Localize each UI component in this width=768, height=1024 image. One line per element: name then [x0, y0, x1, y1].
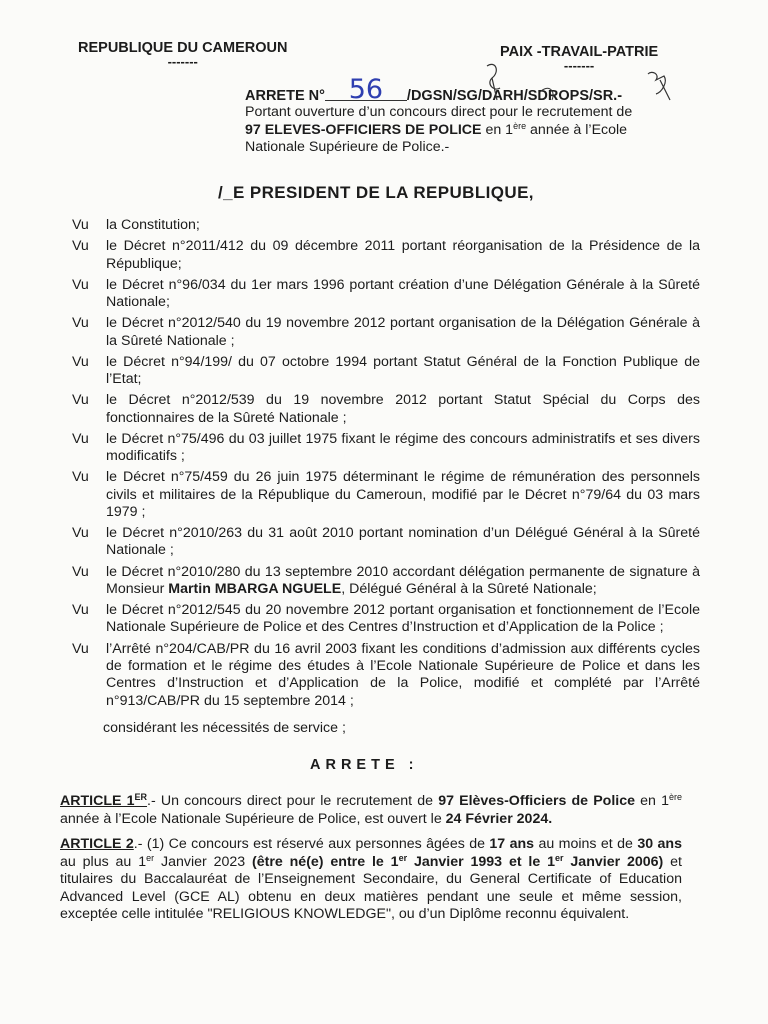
article-1-text-b: en 1: [635, 793, 669, 809]
birth-range-sup-b: er: [555, 852, 564, 863]
article-2-birth-range: [252, 854, 663, 870]
visa-label: Vu: [72, 392, 89, 409]
visa-text: le Décret n°2010/280 du 13 septembre 2010 accordant délégation permanente de signature à Monsieur Martin MBARGA NGUELE, Délégué Général à la Sûreté Nationale;: [106, 563, 700, 597]
delegate-name: Martin MBARGA NGUELE: [168, 580, 342, 597]
arrete-number: 56: [325, 80, 407, 101]
visa-label: Vu: [72, 430, 89, 447]
visa-item: [72, 469, 700, 521]
birth-range-a: (être né(e) entre le 1: [252, 853, 399, 870]
visa-item: [72, 431, 700, 466]
visa-label: Vu: [72, 315, 89, 332]
visa-text: le Décret n°75/496 du 03 juillet 1975 fixant le régime des concours administratifs et ses divers modificatifs ;: [106, 430, 700, 464]
country-header: [78, 40, 287, 68]
visa-text: le Décret n°2010/263 du 31 août 2010 portant nomination d’un Délégué Général à la Sûreté Nationale ;: [106, 525, 700, 559]
article-2-text-5: et titulaires du Baccalauréat de l’Enseignement Secondaire, du General Certificate of Education Advanced Level (GCE AL) obtenu en deux matières pendant une seule et même session, exceptée celle intitulée "RELIGIOUS KNOWLEDGE", ou d’un Diplôme reconnu équivalent.: [60, 853, 682, 922]
header-dashes-right: -------: [563, 58, 595, 73]
visa-item: [72, 392, 700, 427]
visa-label: Vu: [72, 525, 89, 541]
article-2-label: ARTICLE 2: [60, 836, 134, 852]
article-2-min-age: 17 ans: [489, 836, 535, 852]
visa-item: [72, 277, 700, 312]
visa-label: Vu: [72, 469, 89, 486]
visa-item: [72, 354, 700, 389]
article-2-text-3: au plus au 1: [60, 853, 147, 870]
visa-item: [72, 217, 700, 234]
arrete-ref: /DGSN/SG/DARH/SDROPS/SR.-: [406, 88, 623, 104]
birth-range-c: Janvier 2006): [563, 853, 664, 870]
article-1-sup: ère: [668, 792, 682, 802]
article-1-label: [60, 793, 147, 809]
arrete-title: ARRETE :: [310, 757, 419, 773]
article-2: [60, 836, 682, 924]
considerant: considérant les nécessités de service ;: [103, 720, 346, 736]
arrete-subtitle: [245, 104, 685, 157]
subtitle-text-2: année à l’Ecole: [526, 121, 628, 138]
visa-item: [72, 641, 700, 711]
article-2-sup-1: er: [146, 852, 155, 863]
birth-range-b: Janvier 1993 et le 1: [407, 853, 556, 870]
article-1-date: 24 Février 2024.: [445, 810, 553, 827]
subtitle-line-1: Portant ouverture d’un concours direct pour le recrutement de: [245, 104, 633, 120]
visa-text: le Décret n°2011/412 du 09 décembre 2011 portant réorganisation de la Présidence de la République;: [106, 238, 700, 272]
arrete-label: ARRETE N°: [245, 88, 325, 104]
birth-range-sup-a: er: [398, 852, 408, 863]
visa-label: Vu: [72, 563, 89, 580]
visa-label: Vu: [72, 238, 89, 255]
visa-label: Vu: [72, 353, 89, 370]
visa-item: [72, 602, 700, 637]
visas-list: [72, 217, 700, 714]
article-1: [60, 793, 682, 828]
article-2-text-2: au moins et de: [534, 836, 638, 852]
subtitle-sup: ère: [513, 120, 527, 131]
president-heading: /_E PRESIDENT DE LA REPUBLIQUE,: [218, 183, 534, 202]
visa-label: Vu: [72, 276, 89, 293]
visa-label: Vu: [72, 217, 89, 233]
visa-text: le Décret n°75/459 du 26 juin 1975 déterminant le régime de rémunération des personnels civils et militaires de la République du Cameroun, modifié par le Décret n°79/64 du 03 mars 1979 ;: [106, 469, 700, 520]
article-1-label-text: ARTICLE 1: [60, 793, 135, 809]
visa-text: le Décret n°96/034 du 1er mars 1996 portant création d’une Délégation Générale à la Sûreté Nationale;: [106, 276, 700, 310]
visa-item: [72, 525, 700, 560]
visa-item: [72, 564, 700, 599]
arrete-reference: [245, 74, 623, 105]
article-2-text-4: Janvier 2023: [154, 853, 253, 870]
motto: PAIX -TRAVAIL-PATRIE: [500, 44, 659, 60]
visa-text: le Décret n°94/199/ du 07 octobre 1994 portant Statut Général de la Fonction Publique de l’Etat;: [106, 353, 700, 387]
motto-header: [500, 44, 658, 72]
country-name: REPUBLIQUE DU CAMEROUN: [78, 40, 288, 56]
visa-text: le Décret n°2012/540 du 19 novembre 2012 portant organisation de la Délégation Générale à la Sûreté Nationale ;: [106, 315, 700, 349]
visa-text: le Décret n°2012/539 du 19 novembre 2012 portant Statut Spécial du Corps des fonctionnaires de la Sûreté Nationale ;: [106, 392, 700, 426]
visa-text: la Constitution;: [106, 217, 200, 233]
article-1-text-c: année à l’Ecole Nationale Supérieure de Police, est ouvert le: [60, 810, 446, 827]
subtitle-line-3: Nationale Supérieure de Police.-: [245, 139, 450, 155]
article-2-max-age: 30 ans: [637, 836, 682, 852]
visa-text: le Décret n°2012/545 du 20 novembre 2012 portant organisation et fonctionnement de l’Ecole Nationale Supérieure de Police et des Centres d’Instruction et d’Application de la Police ;: [106, 602, 700, 636]
subtitle-bold: 97 ELEVES-OFFICIERS DE POLICE: [245, 121, 482, 138]
article-2-text-1: .- (1) Ce concours est réservé aux personnes âgées de: [133, 836, 490, 852]
article-1-text: .- Un concours direct pour le recrutement de: [147, 793, 439, 809]
visa-item: [72, 238, 700, 273]
article-1-label-sup: ER: [134, 792, 148, 802]
subtitle-text: en 1: [481, 121, 514, 138]
visa-item: [72, 315, 700, 350]
visa-label: Vu: [72, 602, 89, 618]
initial-mark-2: [648, 72, 670, 100]
article-1-bold: 97 Elèves-Officiers de Police: [438, 793, 636, 809]
visa-text: l’Arrêté n°204/CAB/PR du 16 avril 2003 fixant les conditions d’admission aux différents cycles de formation et le régime des études à l’Ecole Nationale Supérieure de Police et dans les Centres d’Instruction et d’Application de la Police, modifié et complété par l’Arrêté n°913/CAB/PR du 15 septembre 2014 ;: [106, 640, 700, 709]
visa-label: Vu: [72, 640, 89, 657]
header-dashes-left: -------: [167, 54, 198, 69]
